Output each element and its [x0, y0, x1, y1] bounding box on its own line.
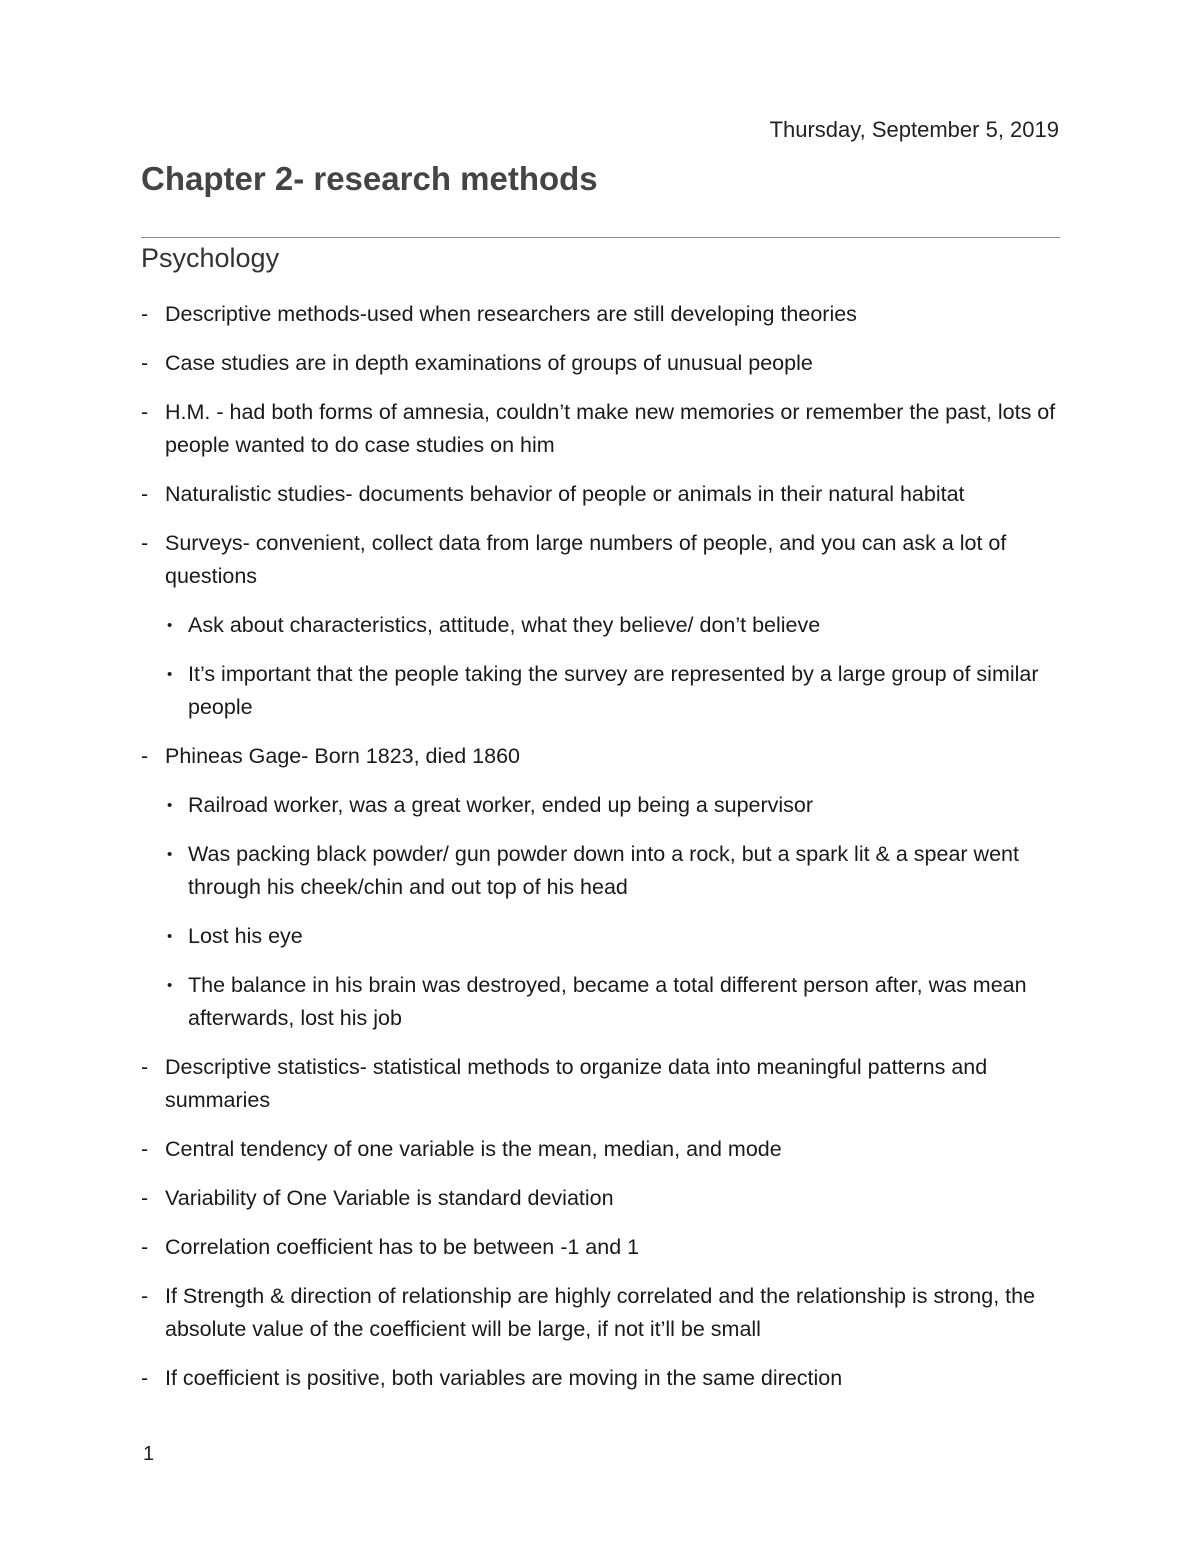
sub-list-item	[141, 920, 1066, 953]
title-divider	[141, 237, 1060, 238]
bullet-marker: •	[167, 977, 173, 994]
sub-list-item-text: Was packing black powder/ gun powder down into a rock, but a spark lit & a spear went through his cheek/chin and out top of his head	[188, 842, 1019, 899]
list-item-text: Descriptive statistics- statistical methods to organize data into meaningful patterns and summaries	[165, 1055, 988, 1112]
sub-list-item-text: Railroad worker, was a great worker, ended up being a supervisor	[188, 793, 814, 817]
dash-marker: -	[141, 482, 149, 506]
sub-list-item	[141, 609, 1066, 642]
list-item-text: H.M. - had both forms of amnesia, couldn’t make new memories or remember the past, lots of people wanted to do case studies on him	[165, 400, 1056, 457]
list-item	[141, 1182, 1066, 1215]
dash-marker: -	[141, 1055, 149, 1079]
dash-marker: -	[141, 531, 149, 555]
sub-list-item-text: The balance in his brain was destroyed, became a total different person after, was mean afterwards, lost his job	[188, 973, 1027, 1030]
dash-marker: -	[141, 1137, 149, 1161]
list-item	[141, 1231, 1066, 1264]
list-item-text: Surveys- convenient, collect data from large numbers of people, and you can ask a lot of questions	[165, 531, 1007, 588]
list-item	[141, 478, 1066, 511]
bullet-marker: •	[167, 617, 173, 634]
list-item-text: Case studies are in depth examinations of groups of unusual people	[165, 351, 813, 375]
list-item	[141, 1280, 1066, 1346]
sub-list-item-text: Lost his eye	[188, 924, 303, 948]
dash-marker: -	[141, 1186, 149, 1210]
notes-list	[141, 298, 1066, 1411]
list-item-text: Central tendency of one variable is the mean, median, and mode	[165, 1137, 782, 1161]
list-item	[141, 527, 1066, 593]
sub-list-item-text: Ask about characteristics, attitude, what they believe/ don’t believe	[188, 613, 821, 637]
list-item-text: If Strength & direction of relationship are highly correlated and the relationship is strong, the absolute value of the coefficient will be large, if not it’ll be small	[165, 1284, 1036, 1341]
dash-marker: -	[141, 1366, 149, 1390]
list-item	[141, 740, 1066, 773]
bullet-marker: •	[167, 797, 173, 814]
bullet-marker: •	[167, 846, 173, 863]
dash-marker: -	[141, 744, 149, 768]
list-item-text: Phineas Gage- Born 1823, died 1860	[165, 744, 521, 768]
dash-marker: -	[141, 1284, 149, 1308]
section-heading: Psychology	[141, 243, 280, 273]
sub-list-item	[141, 789, 1066, 822]
list-item-text: Variability of One Variable is standard deviation	[165, 1186, 614, 1210]
page-title: Chapter 2- research methods	[141, 160, 598, 197]
sub-list-item	[141, 658, 1066, 724]
list-item-text: If coefficient is positive, both variables are moving in the same direction	[165, 1366, 843, 1390]
dash-marker: -	[141, 1235, 149, 1259]
list-item-text: Descriptive methods-used when researchers are still developing theories	[165, 302, 857, 326]
dash-marker: -	[141, 400, 149, 424]
sub-list-item-text: It’s important that the people taking the survey are represented by a large group of similar people	[188, 662, 1039, 719]
dash-marker: -	[141, 302, 149, 326]
sub-list-item	[141, 838, 1066, 904]
list-item	[141, 1362, 1066, 1395]
page-number: 1	[143, 1443, 155, 1465]
list-item	[141, 347, 1066, 380]
dash-marker: -	[141, 351, 149, 375]
list-item-text: Correlation coefficient has to be between -1 and 1	[165, 1235, 640, 1259]
bullet-marker: •	[167, 666, 173, 683]
list-item	[141, 1051, 1066, 1117]
list-item	[141, 1133, 1066, 1166]
list-item	[141, 298, 1066, 331]
document-date: Thursday, September 5, 2019	[769, 117, 1059, 142]
list-item-text: Naturalistic studies- documents behavior of people or animals in their natural habitat	[165, 482, 965, 506]
bullet-marker: •	[167, 928, 173, 945]
list-item	[141, 396, 1066, 462]
sub-list-item	[141, 969, 1066, 1035]
